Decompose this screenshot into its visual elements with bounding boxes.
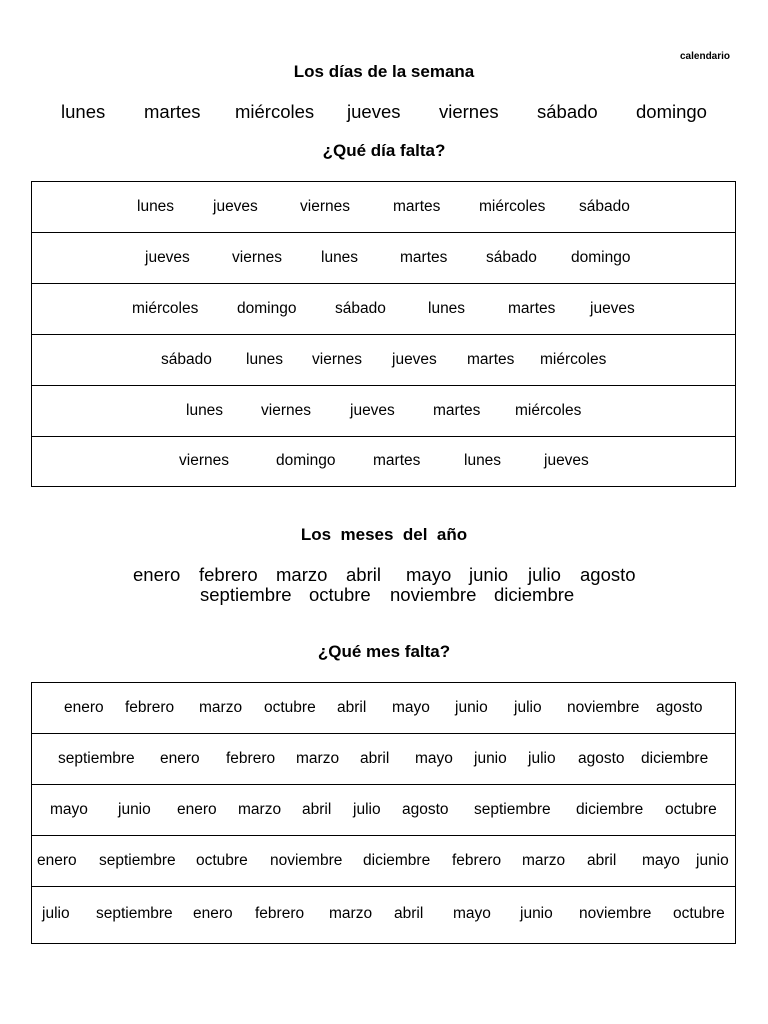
table-row [32, 182, 735, 233]
month-word: enero [160, 750, 200, 767]
table-row [32, 683, 735, 734]
day-word: jueves [213, 198, 258, 215]
day-word: sábado [161, 351, 212, 368]
day-word: sábado [335, 300, 386, 317]
months-question: ¿Qué mes falta? [317, 642, 451, 661]
days-exercise-table [31, 181, 736, 487]
table-row [32, 437, 735, 488]
month-word: marzo [276, 564, 328, 585]
month-word: mayo [392, 699, 430, 716]
month-word: agosto [578, 750, 625, 767]
month-word: julio [528, 750, 556, 767]
month-word: octubre [665, 801, 717, 818]
month-word: abril [360, 750, 390, 767]
month-word: julio [42, 905, 70, 922]
day-word: martes [433, 402, 481, 419]
month-word: enero [133, 564, 181, 585]
month-word: noviembre [270, 852, 343, 869]
month-word: octubre [309, 584, 371, 605]
day-word: jueves [590, 300, 635, 317]
month-word: agosto [402, 801, 449, 818]
day-word: viernes [261, 402, 311, 419]
day-word: lunes [464, 452, 502, 469]
day-word: domingo [571, 249, 631, 266]
day-word: miércoles [515, 402, 582, 419]
day-word: sábado [537, 101, 598, 122]
month-word: marzo [329, 905, 373, 922]
day-word: miércoles [132, 300, 199, 317]
day-word: miércoles [479, 198, 546, 215]
day-word: domingo [636, 101, 707, 122]
month-word: enero [193, 905, 233, 922]
month-word: abril [302, 801, 332, 818]
day-word: jueves [145, 249, 190, 266]
table-row [32, 785, 735, 836]
month-word: octubre [196, 852, 248, 869]
day-word: domingo [276, 452, 336, 469]
day-word: lunes [246, 351, 284, 368]
month-word: junio [118, 801, 151, 818]
month-word: marzo [522, 852, 566, 869]
month-word: marzo [296, 750, 340, 767]
month-word: diciembre [494, 584, 575, 605]
month-word: febrero [199, 564, 258, 585]
month-word: septiembre [99, 852, 176, 869]
months-title: Los meses del año [300, 525, 468, 544]
month-word: octubre [673, 905, 725, 922]
table-row [32, 836, 735, 887]
month-word: junio [455, 699, 488, 716]
month-word: marzo [238, 801, 282, 818]
month-word: junio [696, 852, 729, 869]
month-word: julio [353, 801, 381, 818]
month-word: agosto [580, 564, 636, 585]
day-word: viernes [179, 452, 229, 469]
month-word: diciembre [363, 852, 431, 869]
month-word: marzo [199, 699, 243, 716]
day-word: viernes [439, 101, 499, 122]
day-word: lunes [186, 402, 224, 419]
table-row [32, 284, 735, 335]
corner-label: calendario [680, 51, 731, 62]
month-word: septiembre [200, 584, 292, 605]
month-word: mayo [50, 801, 88, 818]
day-word: viernes [312, 351, 362, 368]
day-word: martes [144, 101, 201, 122]
day-word: martes [393, 198, 441, 215]
day-word: jueves [350, 402, 395, 419]
month-word: febrero [255, 905, 305, 922]
day-word: martes [400, 249, 448, 266]
table-row [32, 335, 735, 386]
days-list [0, 101, 768, 123]
day-word: domingo [237, 300, 297, 317]
month-word: noviembre [579, 905, 652, 922]
days-question: ¿Qué día falta? [322, 141, 446, 160]
month-word: julio [514, 699, 542, 716]
month-word: enero [177, 801, 217, 818]
month-word: mayo [642, 852, 680, 869]
day-word: lunes [137, 198, 175, 215]
month-word: junio [469, 564, 509, 585]
month-word: abril [337, 699, 367, 716]
month-word: noviembre [390, 584, 477, 605]
table-row [32, 386, 735, 437]
months-list-line2 [0, 584, 768, 606]
month-word: julio [528, 564, 561, 585]
day-word: viernes [232, 249, 282, 266]
day-word: jueves [392, 351, 437, 368]
day-word: martes [467, 351, 515, 368]
month-word: septiembre [58, 750, 135, 767]
month-word: febrero [452, 852, 502, 869]
month-word: octubre [264, 699, 316, 716]
month-word: septiembre [474, 801, 551, 818]
day-word: viernes [300, 198, 350, 215]
day-word: martes [373, 452, 421, 469]
days-title: Los días de la semana [293, 62, 475, 81]
month-word: diciembre [576, 801, 644, 818]
month-word: abril [587, 852, 617, 869]
month-word: mayo [415, 750, 453, 767]
day-word: jueves [544, 452, 589, 469]
day-word: martes [508, 300, 556, 317]
month-word: febrero [125, 699, 175, 716]
day-word: lunes [61, 101, 106, 122]
month-word: diciembre [641, 750, 709, 767]
day-word: sábado [579, 198, 630, 215]
day-word: miércoles [235, 101, 315, 122]
month-word: abril [394, 905, 424, 922]
month-word: junio [474, 750, 507, 767]
month-word: abril [346, 564, 381, 585]
month-word: noviembre [567, 699, 640, 716]
months-exercise-table [31, 682, 736, 944]
month-word: febrero [226, 750, 276, 767]
month-word: junio [520, 905, 553, 922]
month-word: enero [64, 699, 104, 716]
table-row [32, 233, 735, 284]
day-word: miércoles [540, 351, 607, 368]
month-word: septiembre [96, 905, 173, 922]
day-word: sábado [486, 249, 537, 266]
day-word: jueves [347, 101, 401, 122]
day-word: lunes [321, 249, 359, 266]
months-list-line1 [0, 564, 768, 586]
day-word: lunes [428, 300, 466, 317]
table-row [32, 734, 735, 785]
table-row [32, 887, 735, 943]
month-word: mayo [453, 905, 491, 922]
month-word: enero [37, 852, 77, 869]
month-word: mayo [406, 564, 452, 585]
month-word: agosto [656, 699, 703, 716]
